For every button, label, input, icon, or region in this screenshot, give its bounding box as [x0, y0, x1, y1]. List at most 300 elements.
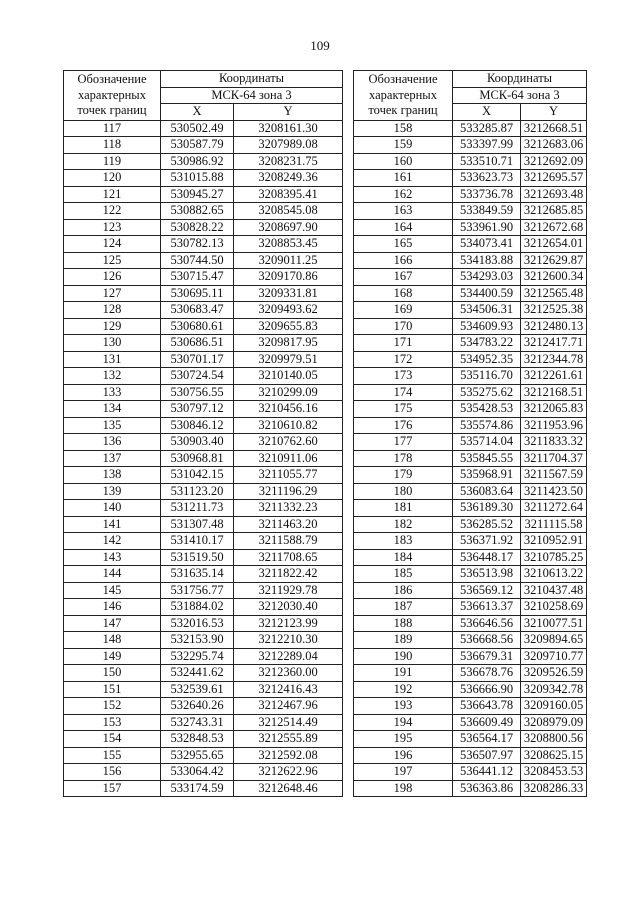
header-label-line1: Обозначение — [77, 72, 147, 86]
y-coordinate-cell: 3211272.64 — [521, 500, 587, 517]
table-row — [354, 747, 587, 764]
y-coordinate-cell: 3212693.48 — [521, 186, 587, 203]
table-row — [64, 302, 343, 319]
x-coordinate-cell: 532848.53 — [161, 731, 234, 748]
x-coordinate-cell: 534952.35 — [453, 351, 521, 368]
table-row — [354, 648, 587, 665]
table-row — [354, 153, 587, 170]
x-coordinate-cell: 532441.62 — [161, 665, 234, 682]
x-coordinate-cell: 532743.31 — [161, 714, 234, 731]
table-row — [64, 648, 343, 665]
table-row — [64, 153, 343, 170]
table-row — [64, 582, 343, 599]
y-coordinate-cell: 3210140.05 — [234, 368, 343, 385]
table-row — [354, 401, 587, 418]
table-row — [354, 549, 587, 566]
point-number-cell: 188 — [354, 615, 453, 632]
x-coordinate-cell: 536507.97 — [453, 747, 521, 764]
table-row — [354, 285, 587, 302]
y-coordinate-cell: 3209817.95 — [234, 335, 343, 352]
point-number-cell: 168 — [354, 285, 453, 302]
table-row — [64, 615, 343, 632]
y-coordinate-cell: 3212654.01 — [521, 236, 587, 253]
point-number-cell: 163 — [354, 203, 453, 220]
y-coordinate-cell: 3212525.38 — [521, 302, 587, 319]
x-coordinate-cell: 530986.92 — [161, 153, 234, 170]
point-number-cell: 156 — [64, 764, 161, 781]
point-number-cell: 138 — [64, 467, 161, 484]
coordinates-header: Координаты — [453, 71, 587, 88]
point-number-cell: 124 — [64, 236, 161, 253]
point-number-cell: 158 — [354, 120, 453, 137]
y-coordinate-cell: 3207989.08 — [234, 137, 343, 154]
point-number-cell: 185 — [354, 566, 453, 583]
x-coordinate-cell: 536646.56 — [453, 615, 521, 632]
point-number-cell: 142 — [64, 533, 161, 550]
table-row — [64, 269, 343, 286]
table-row — [64, 384, 343, 401]
table-row — [64, 285, 343, 302]
x-coordinate-cell: 533285.87 — [453, 120, 521, 137]
x-coordinate-cell: 530587.79 — [161, 137, 234, 154]
y-coordinate-cell: 3209331.81 — [234, 285, 343, 302]
y-coordinate-cell: 3212600.34 — [521, 269, 587, 286]
table-row — [64, 681, 343, 698]
point-number-cell: 179 — [354, 467, 453, 484]
point-number-cell: 180 — [354, 483, 453, 500]
table-row — [64, 566, 343, 583]
x-coordinate-cell: 536083.64 — [453, 483, 521, 500]
point-number-cell: 132 — [64, 368, 161, 385]
point-number-cell: 192 — [354, 681, 453, 698]
x-coordinate-cell: 530701.17 — [161, 351, 234, 368]
point-number-cell: 148 — [64, 632, 161, 649]
y-coordinate-cell: 3212261.61 — [521, 368, 587, 385]
point-number-cell: 170 — [354, 318, 453, 335]
point-number-cell: 137 — [64, 450, 161, 467]
table-row — [354, 384, 587, 401]
x-coordinate-cell: 530797.12 — [161, 401, 234, 418]
point-number-cell: 140 — [64, 500, 161, 517]
point-number-cell: 152 — [64, 698, 161, 715]
y-coordinate-cell: 3211115.58 — [521, 516, 587, 533]
y-coordinate-cell: 3212692.09 — [521, 153, 587, 170]
x-coordinate-cell: 530686.51 — [161, 335, 234, 352]
table-row — [354, 615, 587, 632]
point-label-header — [354, 71, 453, 121]
y-coordinate-cell: 3212467.96 — [234, 698, 343, 715]
x-coordinate-cell: 531635.14 — [161, 566, 234, 583]
point-number-cell: 139 — [64, 483, 161, 500]
x-coordinate-cell: 534783.22 — [453, 335, 521, 352]
x-coordinate-cell: 536363.86 — [453, 780, 521, 797]
y-coordinate-cell: 3209655.83 — [234, 318, 343, 335]
point-number-cell: 135 — [64, 417, 161, 434]
point-number-cell: 119 — [64, 153, 161, 170]
x-coordinate-cell: 536643.78 — [453, 698, 521, 715]
page-number: 109 — [310, 38, 330, 53]
point-number-cell: 136 — [64, 434, 161, 451]
y-coordinate-cell: 3212360.00 — [234, 665, 343, 682]
table-row — [64, 665, 343, 682]
y-coordinate-cell: 3208800.56 — [521, 731, 587, 748]
y-coordinate-cell: 3211567.59 — [521, 467, 587, 484]
point-number-cell: 129 — [64, 318, 161, 335]
point-number-cell: 161 — [354, 170, 453, 187]
x-coordinate-cell: 530903.40 — [161, 434, 234, 451]
x-coordinate-cell: 531015.88 — [161, 170, 234, 187]
point-number-cell: 154 — [64, 731, 161, 748]
y-coordinate-cell: 3211332.23 — [234, 500, 343, 517]
point-number-cell: 187 — [354, 599, 453, 616]
x-coordinate-cell: 531042.15 — [161, 467, 234, 484]
y-coordinate-cell: 3212565.48 — [521, 285, 587, 302]
x-coordinate-cell: 530782.13 — [161, 236, 234, 253]
x-coordinate-cell: 536666.90 — [453, 681, 521, 698]
x-coordinate-cell: 530680.61 — [161, 318, 234, 335]
x-coordinate-cell: 532016.53 — [161, 615, 234, 632]
table-row — [64, 335, 343, 352]
point-number-cell: 194 — [354, 714, 453, 731]
table-row — [354, 665, 587, 682]
table-row — [64, 203, 343, 220]
table-row — [64, 549, 343, 566]
x-coordinate-cell: 536679.31 — [453, 648, 521, 665]
y-coordinate-cell: 3208853.45 — [234, 236, 343, 253]
point-number-cell: 133 — [64, 384, 161, 401]
y-coordinate-cell: 3212030.40 — [234, 599, 343, 616]
y-coordinate-cell: 3212629.87 — [521, 252, 587, 269]
y-coordinate-cell: 3211196.29 — [234, 483, 343, 500]
x-coordinate-cell: 536668.56 — [453, 632, 521, 649]
header-label-line2: характерных — [369, 87, 437, 102]
x-coordinate-cell: 535275.62 — [453, 384, 521, 401]
table-row — [354, 500, 587, 517]
table-row — [64, 533, 343, 550]
point-number-cell: 117 — [64, 120, 161, 137]
x-coordinate-cell: 530846.12 — [161, 417, 234, 434]
x-coordinate-cell: 533849.59 — [453, 203, 521, 220]
table-row — [354, 120, 587, 137]
table-row — [64, 120, 343, 137]
table-row — [64, 632, 343, 649]
y-coordinate-cell: 3211833.32 — [521, 434, 587, 451]
point-number-cell: 145 — [64, 582, 161, 599]
y-coordinate-cell: 3212685.85 — [521, 203, 587, 220]
x-coordinate-cell: 534183.88 — [453, 252, 521, 269]
x-coordinate-cell: 535968.91 — [453, 467, 521, 484]
table-row — [354, 186, 587, 203]
y-coordinate-cell: 3210952.91 — [521, 533, 587, 550]
x-coordinate-cell: 536441.12 — [453, 764, 521, 781]
point-number-cell: 120 — [64, 170, 161, 187]
table-row — [354, 681, 587, 698]
y-coordinate-cell: 3210762.60 — [234, 434, 343, 451]
x-coordinate-cell: 530715.47 — [161, 269, 234, 286]
x-coordinate-cell: 535574.86 — [453, 417, 521, 434]
x-coordinate-cell: 533736.78 — [453, 186, 521, 203]
y-coordinate-cell: 3209011.25 — [234, 252, 343, 269]
x-coordinate-cell: 534400.59 — [453, 285, 521, 302]
point-number-cell: 172 — [354, 351, 453, 368]
point-number-cell: 159 — [354, 137, 453, 154]
point-number-cell: 146 — [64, 599, 161, 616]
x-coordinate-cell: 535116.70 — [453, 368, 521, 385]
table-row — [354, 236, 587, 253]
table-row — [64, 698, 343, 715]
point-number-cell: 190 — [354, 648, 453, 665]
point-label-header — [64, 71, 161, 121]
x-coordinate-cell: 534293.03 — [453, 269, 521, 286]
y-coordinate-cell: 3210456.16 — [234, 401, 343, 418]
point-number-cell: 130 — [64, 335, 161, 352]
table-row — [354, 434, 587, 451]
table-row — [354, 764, 587, 781]
x-coordinate-cell: 532295.74 — [161, 648, 234, 665]
x-coordinate-cell: 535714.04 — [453, 434, 521, 451]
y-coordinate-cell: 3208395.41 — [234, 186, 343, 203]
point-number-cell: 151 — [64, 681, 161, 698]
table-row — [64, 780, 343, 797]
y-coordinate-cell: 3210911.06 — [234, 450, 343, 467]
table-row — [354, 137, 587, 154]
point-number-cell: 143 — [64, 549, 161, 566]
point-number-cell: 193 — [354, 698, 453, 715]
table-row — [64, 186, 343, 203]
y-coordinate-cell: 3212622.96 — [234, 764, 343, 781]
table-row — [64, 351, 343, 368]
x-coordinate-cell: 531307.48 — [161, 516, 234, 533]
y-column-header: Y — [521, 104, 587, 121]
y-coordinate-cell: 3211588.79 — [234, 533, 343, 550]
header-label-line3: точек границ — [77, 103, 147, 117]
table-row — [64, 599, 343, 616]
table-row — [354, 417, 587, 434]
table-row — [64, 747, 343, 764]
table-row — [354, 483, 587, 500]
y-coordinate-cell: 3209710.77 — [521, 648, 587, 665]
table-row — [64, 467, 343, 484]
x-coordinate-cell: 536371.92 — [453, 533, 521, 550]
table-row — [354, 450, 587, 467]
x-coordinate-cell: 535845.55 — [453, 450, 521, 467]
point-number-cell: 122 — [64, 203, 161, 220]
table-row — [64, 401, 343, 418]
point-number-cell: 149 — [64, 648, 161, 665]
y-coordinate-cell: 3211708.65 — [234, 549, 343, 566]
y-coordinate-cell: 3211423.50 — [521, 483, 587, 500]
point-number-cell: 176 — [354, 417, 453, 434]
point-number-cell: 126 — [64, 269, 161, 286]
point-number-cell: 173 — [354, 368, 453, 385]
table-row — [354, 582, 587, 599]
y-coordinate-cell: 3210785.25 — [521, 549, 587, 566]
point-number-cell: 131 — [64, 351, 161, 368]
y-coordinate-cell: 3208625.15 — [521, 747, 587, 764]
y-coordinate-cell: 3209526.59 — [521, 665, 587, 682]
x-coordinate-cell: 532539.61 — [161, 681, 234, 698]
point-number-cell: 127 — [64, 285, 161, 302]
table-row — [354, 533, 587, 550]
point-number-cell: 177 — [354, 434, 453, 451]
x-coordinate-cell: 536448.17 — [453, 549, 521, 566]
x-coordinate-cell: 534073.41 — [453, 236, 521, 253]
x-coordinate-cell: 536613.37 — [453, 599, 521, 616]
point-number-cell: 181 — [354, 500, 453, 517]
y-coordinate-cell: 3208286.33 — [521, 780, 587, 797]
y-coordinate-cell: 3212648.46 — [234, 780, 343, 797]
x-coordinate-cell: 531211.73 — [161, 500, 234, 517]
point-number-cell: 121 — [64, 186, 161, 203]
table-row — [64, 764, 343, 781]
table-row — [354, 170, 587, 187]
table-row — [354, 516, 587, 533]
y-coordinate-cell: 3209894.65 — [521, 632, 587, 649]
x-coordinate-cell: 531756.77 — [161, 582, 234, 599]
point-number-cell: 162 — [354, 186, 453, 203]
x-coordinate-cell: 531884.02 — [161, 599, 234, 616]
x-coordinate-cell: 536513.98 — [453, 566, 521, 583]
x-coordinate-cell: 530683.47 — [161, 302, 234, 319]
table-row — [354, 698, 587, 715]
x-coordinate-cell: 536569.12 — [453, 582, 521, 599]
y-column-header: Y — [234, 104, 343, 121]
table-row — [64, 170, 343, 187]
point-number-cell: 198 — [354, 780, 453, 797]
point-number-cell: 197 — [354, 764, 453, 781]
point-number-cell: 186 — [354, 582, 453, 599]
y-coordinate-cell: 3209979.51 — [234, 351, 343, 368]
x-coordinate-cell: 530968.81 — [161, 450, 234, 467]
x-coordinate-cell: 534506.31 — [453, 302, 521, 319]
y-coordinate-cell: 3212592.08 — [234, 747, 343, 764]
y-coordinate-cell: 3212514.49 — [234, 714, 343, 731]
x-coordinate-cell: 532640.26 — [161, 698, 234, 715]
point-number-cell: 171 — [354, 335, 453, 352]
y-coordinate-cell: 3211055.77 — [234, 467, 343, 484]
y-coordinate-cell: 3211929.78 — [234, 582, 343, 599]
table-row — [354, 335, 587, 352]
y-coordinate-cell: 3211704.37 — [521, 450, 587, 467]
y-coordinate-cell: 3208453.53 — [521, 764, 587, 781]
y-coordinate-cell: 3210077.51 — [521, 615, 587, 632]
x-coordinate-cell: 536678.76 — [453, 665, 521, 682]
point-number-cell: 191 — [354, 665, 453, 682]
point-number-cell: 153 — [64, 714, 161, 731]
table-row — [354, 203, 587, 220]
table-row — [64, 714, 343, 731]
point-number-cell: 118 — [64, 137, 161, 154]
header-label-line1: Обозначение — [368, 72, 438, 86]
point-number-cell: 150 — [64, 665, 161, 682]
x-coordinate-cell: 530502.49 — [161, 120, 234, 137]
y-coordinate-cell: 3212695.57 — [521, 170, 587, 187]
point-number-cell: 164 — [354, 219, 453, 236]
coordinates-table-left — [63, 70, 343, 797]
point-number-cell: 182 — [354, 516, 453, 533]
x-coordinate-cell: 536189.30 — [453, 500, 521, 517]
point-number-cell: 167 — [354, 269, 453, 286]
point-number-cell: 160 — [354, 153, 453, 170]
point-number-cell: 195 — [354, 731, 453, 748]
y-coordinate-cell: 3210613.22 — [521, 566, 587, 583]
header-label-line3: точек границ — [368, 103, 438, 117]
y-coordinate-cell: 3208231.75 — [234, 153, 343, 170]
y-coordinate-cell: 3210610.82 — [234, 417, 343, 434]
table-row — [354, 467, 587, 484]
x-coordinate-cell: 534609.93 — [453, 318, 521, 335]
y-coordinate-cell: 3208697.90 — [234, 219, 343, 236]
x-coordinate-cell: 530744.50 — [161, 252, 234, 269]
table-row — [64, 483, 343, 500]
table-row — [354, 351, 587, 368]
coordinate-system-header: МСК-64 зона 3 — [453, 87, 587, 104]
x-coordinate-cell: 530724.54 — [161, 368, 234, 385]
table-row — [354, 318, 587, 335]
y-coordinate-cell: 3208979.09 — [521, 714, 587, 731]
point-number-cell: 157 — [64, 780, 161, 797]
x-coordinate-cell: 535428.53 — [453, 401, 521, 418]
x-coordinate-cell: 533064.42 — [161, 764, 234, 781]
x-coordinate-cell: 536609.49 — [453, 714, 521, 731]
x-coordinate-cell: 533174.59 — [161, 780, 234, 797]
table-row — [64, 368, 343, 385]
x-coordinate-cell: 532955.65 — [161, 747, 234, 764]
x-coordinate-cell: 532153.90 — [161, 632, 234, 649]
y-coordinate-cell: 3208545.08 — [234, 203, 343, 220]
point-number-cell: 184 — [354, 549, 453, 566]
table-row — [354, 599, 587, 616]
y-coordinate-cell: 3212555.89 — [234, 731, 343, 748]
y-coordinate-cell: 3212668.51 — [521, 120, 587, 137]
table-row — [64, 236, 343, 253]
coordinate-system-header: МСК-64 зона 3 — [161, 87, 343, 104]
table-row — [64, 318, 343, 335]
y-coordinate-cell: 3208161.30 — [234, 120, 343, 137]
table-row — [64, 219, 343, 236]
table-row — [354, 302, 587, 319]
x-coordinate-cell: 533397.99 — [453, 137, 521, 154]
x-coordinate-cell: 533961.90 — [453, 219, 521, 236]
table-row — [354, 780, 587, 797]
table-row — [354, 219, 587, 236]
y-coordinate-cell: 3212480.13 — [521, 318, 587, 335]
y-coordinate-cell: 3212065.83 — [521, 401, 587, 418]
point-number-cell: 144 — [64, 566, 161, 583]
y-coordinate-cell: 3209160.05 — [521, 698, 587, 715]
x-coordinate-cell: 536564.17 — [453, 731, 521, 748]
x-coordinate-cell: 531519.50 — [161, 549, 234, 566]
y-coordinate-cell: 3212683.06 — [521, 137, 587, 154]
table-row — [354, 632, 587, 649]
point-number-cell: 175 — [354, 401, 453, 418]
table-row — [64, 516, 343, 533]
x-coordinate-cell: 536285.52 — [453, 516, 521, 533]
table-row — [64, 417, 343, 434]
y-coordinate-cell: 3211822.42 — [234, 566, 343, 583]
table-row — [354, 368, 587, 385]
point-number-cell: 147 — [64, 615, 161, 632]
point-number-cell: 183 — [354, 533, 453, 550]
x-coordinate-cell: 531123.20 — [161, 483, 234, 500]
coordinates-header: Координаты — [161, 71, 343, 88]
y-coordinate-cell: 3209170.86 — [234, 269, 343, 286]
point-number-cell: 165 — [354, 236, 453, 253]
x-coordinate-cell: 530828.22 — [161, 219, 234, 236]
x-coordinate-cell: 530945.27 — [161, 186, 234, 203]
point-number-cell: 155 — [64, 747, 161, 764]
y-coordinate-cell: 3210299.09 — [234, 384, 343, 401]
